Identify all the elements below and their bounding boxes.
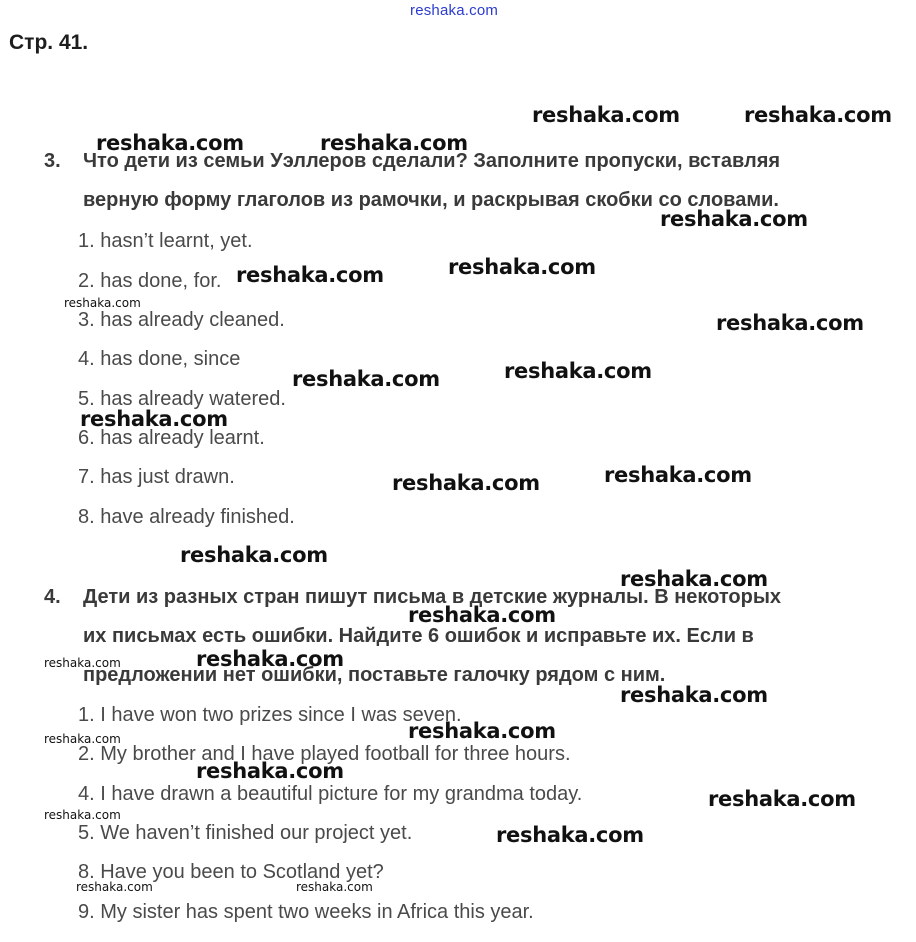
task-3-instruction-line: верную форму глаголов из рамочки, и раскрывая скобки со словами. (83, 189, 779, 211)
task-4-answer: 9. My sister has spent two weeks in Africa this year. (78, 901, 534, 923)
watermark: reshaka.com (408, 603, 556, 627)
task-4-instruction-line: предложении нет ошибки, поставьте галочку рядом с ним. (83, 664, 666, 686)
task-4-answer: 8. Have you been to Scotland yet? (78, 861, 384, 883)
watermark-small: reshaka.com (76, 880, 153, 894)
task-4-answer: 4. I have drawn a beautiful picture for my grandma today. (78, 783, 583, 805)
watermark: reshaka.com (320, 131, 468, 155)
task-3-answer: 8. have already finished. (78, 506, 295, 528)
task-3-number: 3. (44, 150, 61, 172)
watermark: reshaka.com (716, 311, 864, 335)
watermark: reshaka.com (448, 255, 596, 279)
watermark: reshaka.com (660, 207, 808, 231)
task-3-answer: 5. has already watered. (78, 388, 286, 410)
site-header-link[interactable]: reshaka.com (410, 2, 499, 19)
watermark: reshaka.com (96, 131, 244, 155)
watermark: reshaka.com (236, 263, 384, 287)
watermark: reshaka.com (80, 407, 228, 431)
watermark: reshaka.com (408, 719, 556, 743)
watermark-small: reshaka.com (296, 880, 373, 894)
watermark-small: reshaka.com (44, 808, 121, 822)
task-3-answer: 6. has already learnt. (78, 427, 265, 449)
task-4-instruction-line: Дети из разных стран пишут письма в детские журналы. В некоторых (83, 586, 782, 608)
watermark: reshaka.com (496, 823, 644, 847)
task-3-answer: 4. has done, since (78, 348, 241, 370)
watermark: reshaka.com (620, 683, 768, 707)
task-3-answer: 7. has just drawn. (78, 466, 235, 488)
task-4-answer: 1. I have won two prizes since I was seven. (78, 704, 462, 726)
watermark: reshaka.com (392, 471, 540, 495)
watermark: reshaka.com (604, 463, 752, 487)
watermark-small: reshaka.com (64, 296, 141, 310)
watermark-small: reshaka.com (44, 732, 121, 746)
watermark: reshaka.com (744, 103, 892, 127)
task-4-instruction-line: их письмах есть ошибки. Найдите 6 ошибок и исправьте их. Если в (83, 625, 754, 647)
watermark: reshaka.com (196, 647, 344, 671)
watermark: reshaka.com (180, 543, 328, 567)
watermark: reshaka.com (620, 567, 768, 591)
task-4-number: 4. (44, 586, 61, 608)
task-3-answer: 1. hasn’t learnt, yet. (78, 230, 253, 252)
task-3-answer: 2. has done, for. (78, 270, 222, 292)
watermark: reshaka.com (708, 787, 856, 811)
task-3-instruction-line: Что дети из семьи Уэллеров сделали? Заполните пропуски, вставляя (83, 150, 781, 172)
watermark: reshaka.com (292, 367, 440, 391)
watermark: reshaka.com (196, 759, 344, 783)
watermark: reshaka.com (504, 359, 652, 383)
page-title: Стр. 41. (9, 31, 89, 54)
task-4-answer: 2. My brother and I have played football for three hours. (78, 743, 571, 765)
task-3-answer: 3. has already cleaned. (78, 309, 285, 331)
watermark: reshaka.com (532, 103, 680, 127)
watermark-small: reshaka.com (44, 656, 121, 670)
task-4-answer: 5. We haven’t finished our project yet. (78, 822, 413, 844)
